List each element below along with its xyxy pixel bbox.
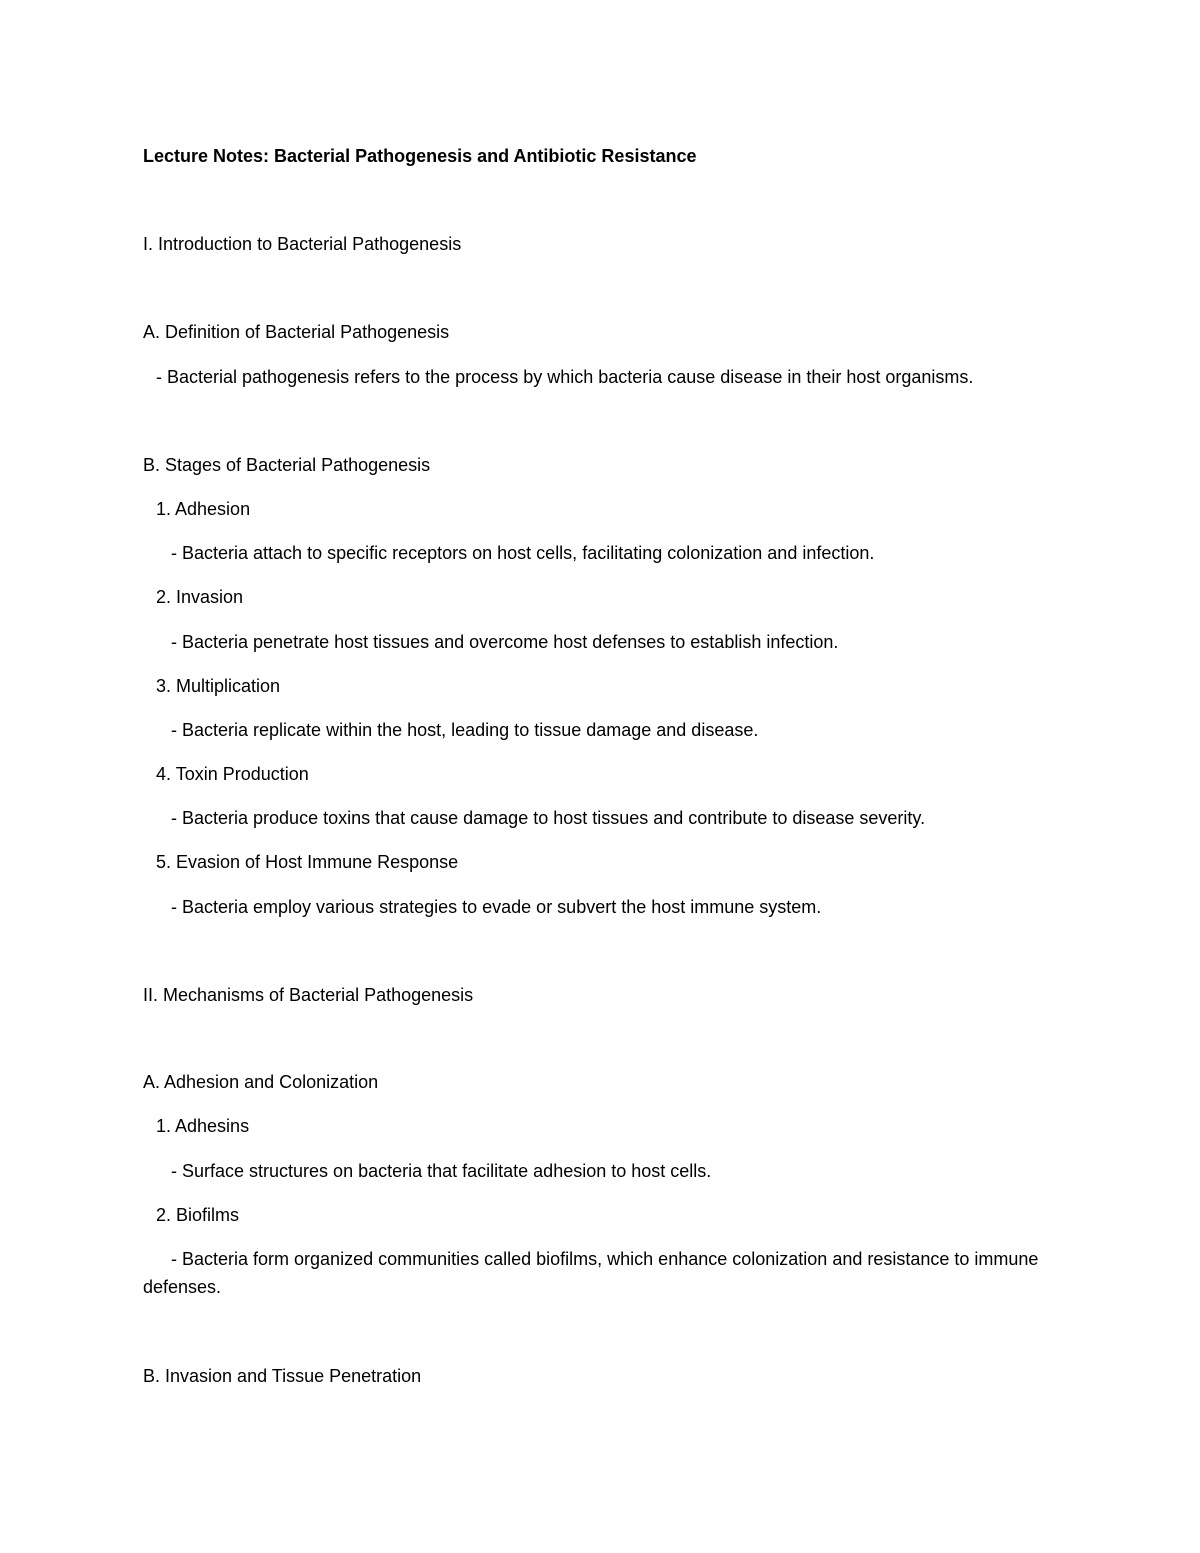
- subsection-heading: A. Adhesion and Colonization: [143, 1072, 379, 1092]
- list-item-text: - Bacteria form organized communities called biofilms, which enhance colonization and resistance to immune defenses.: [143, 1249, 1039, 1297]
- section-heading: II. Mechanisms of Bacterial Pathogenesis: [143, 985, 474, 1005]
- definition-text: - Bacterial pathogenesis refers to the process by which bacteria cause disease in their host organisms.: [156, 367, 974, 387]
- list-item-text: - Bacteria produce toxins that cause damage to host tissues and contribute to disease severity.: [171, 808, 926, 828]
- list-item-text: - Bacteria penetrate host tissues and overcome host defenses to establish infection.: [171, 632, 839, 652]
- list-item-label: 2. Invasion: [156, 587, 244, 607]
- list-item-label: 4. Toxin Production: [156, 764, 309, 784]
- list-item-label: 1. Adhesion: [156, 499, 251, 519]
- list-item-text: - Surface structures on bacteria that facilitate adhesion to host cells.: [171, 1161, 712, 1181]
- list-item-label: 2. Biofilms: [156, 1205, 240, 1225]
- list-item-label: 5. Evasion of Host Immune Response: [156, 852, 459, 872]
- subsection-heading: A. Definition of Bacterial Pathogenesis: [143, 322, 450, 342]
- list-item-label: 3. Multiplication: [156, 676, 281, 696]
- section-heading: I. Introduction to Bacterial Pathogenesis: [143, 234, 462, 254]
- list-item-label: 1. Adhesins: [156, 1116, 250, 1136]
- list-item-text: - Bacteria attach to specific receptors on host cells, facilitating colonization and infection.: [171, 543, 875, 563]
- subsection-heading: B. Invasion and Tissue Penetration: [143, 1366, 422, 1386]
- document-title: Lecture Notes: Bacterial Pathogenesis and Antibiotic Resistance: [143, 146, 697, 166]
- list-item-text: - Bacteria employ various strategies to evade or subvert the host immune system.: [171, 897, 822, 917]
- subsection-heading: B. Stages of Bacterial Pathogenesis: [143, 455, 431, 475]
- list-item-text: - Bacteria replicate within the host, leading to tissue damage and disease.: [171, 720, 759, 740]
